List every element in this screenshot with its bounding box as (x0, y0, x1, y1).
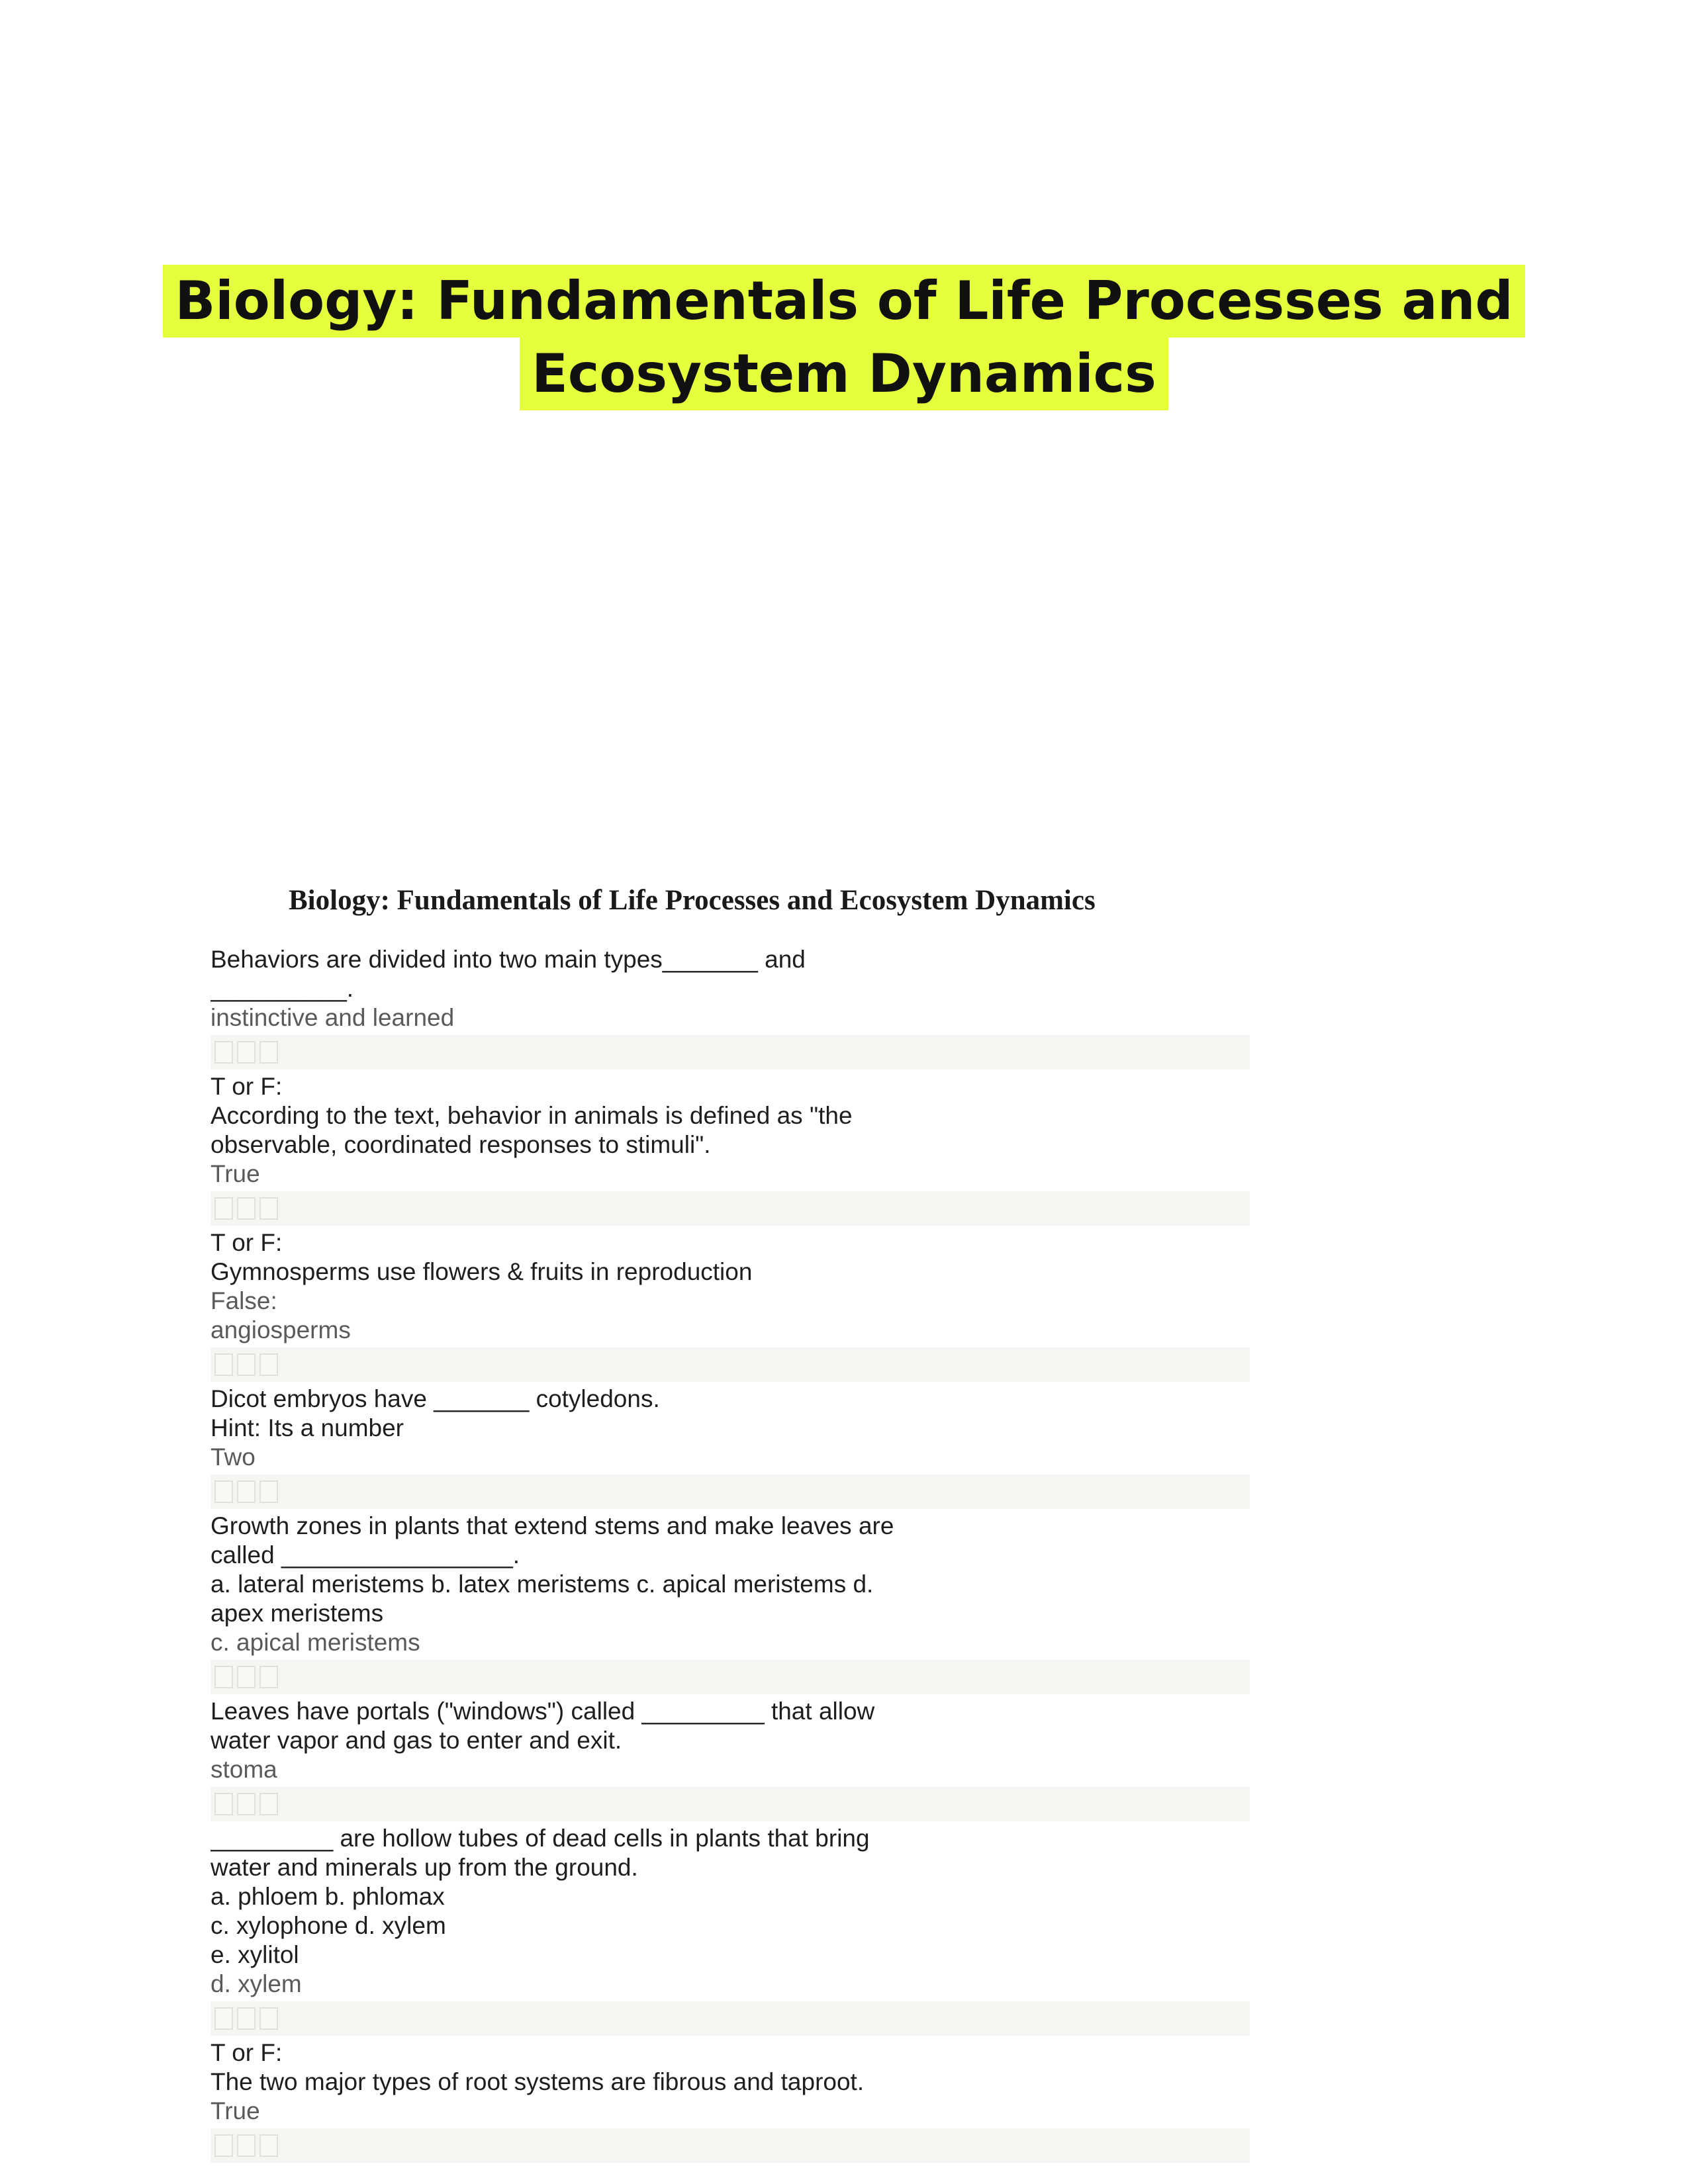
checkbox-icon (237, 1666, 256, 1688)
card-separator (211, 2001, 1250, 2036)
checkbox-icon (237, 2007, 256, 2030)
checkbox-icon (259, 1666, 278, 1688)
flashcard-5 (211, 1512, 1250, 1657)
checkbox-icon (237, 1793, 256, 1815)
card-answer: True (211, 1160, 260, 1187)
card-answer: c. apical meristems (211, 1629, 420, 1656)
scanned-flashcard-page (211, 880, 1250, 2184)
checkbox-icon (214, 1480, 233, 1503)
card-question: Behaviors are divided into two main types_______ and __________. (211, 946, 806, 1002)
flashcard-6 (211, 1697, 1250, 1784)
card-question: T or F: Gymnosperms use flowers & fruits in reproduction (211, 1229, 753, 1285)
card-separator (211, 1035, 1250, 1069)
flashcard-3 (211, 1228, 1250, 1345)
flashcard-4 (211, 1385, 1250, 1472)
card-answer: stoma (211, 1756, 277, 1783)
document-title (0, 265, 1688, 410)
card-answer: d. xylem (211, 1970, 302, 1997)
checkbox-icon (259, 2007, 278, 2030)
title-line-2: Ecosystem Dynamics (520, 338, 1168, 410)
card-answer: Two (211, 1443, 256, 1471)
card-question: T or F: The two major types of root systems are fibrous and taproot. (211, 2039, 865, 2095)
checkbox-icon (259, 1197, 278, 1220)
card-question: Leaves have portals ("windows") called _________ that allow water vapor and gas to enter and exit. (211, 1698, 875, 1754)
checkbox-icon (237, 1480, 256, 1503)
checkbox-icon (237, 1353, 256, 1376)
checkbox-icon (237, 2134, 256, 2157)
title-line-1: Biology: Fundamentals of Life Processes and (163, 265, 1524, 338)
checkbox-icon (214, 1793, 233, 1815)
checkbox-icon (237, 1041, 256, 1064)
checkbox-icon (259, 1353, 278, 1376)
checkbox-icon (214, 2134, 233, 2157)
checkbox-icon (259, 1480, 278, 1503)
checkbox-icon (259, 1041, 278, 1064)
card-answer: True (211, 2097, 260, 2124)
checkbox-icon (214, 1666, 233, 1688)
card-question: Growth zones in plants that extend stems and make leaves are called _________________. a. lateral meristems b. latex meristems c. apical meristems d. apex meristems (211, 1512, 894, 1627)
checkbox-icon (259, 2134, 278, 2157)
checkbox-icon (237, 1197, 256, 1220)
card-separator (211, 1347, 1250, 1382)
card-separator (211, 2128, 1250, 2163)
checkbox-icon (259, 1793, 278, 1815)
card-separator (211, 1191, 1250, 1226)
checkbox-icon (214, 1197, 233, 1220)
checkbox-icon (214, 1353, 233, 1376)
card-answer: False: angiosperms (211, 1287, 351, 1343)
flashcard-2 (211, 1072, 1250, 1189)
card-question: T or F: According to the text, behavior in animals is defined as "the observable, coordinated responses to stimuli". (211, 1073, 853, 1158)
card-question: Dicot embryos have _______ cotyledons. Hint: Its a number (211, 1385, 660, 1441)
card-question: _________ are hollow tubes of dead cells in plants that bring water and minerals up from the ground. a. phloem b. phlomax c. xylophone d. xylem e. xylitol (211, 1825, 870, 1968)
card-separator (211, 1660, 1250, 1694)
card-answer: instinctive and learned (211, 1004, 455, 1031)
scan-title: Biology: Fundamentals of Life Processes and Ecosystem Dynamics (289, 885, 1096, 916)
flashcard-1 (211, 945, 1250, 1032)
flashcard-7 (211, 1824, 1250, 1999)
checkbox-icon (214, 2007, 233, 2030)
flashcard-8 (211, 2038, 1250, 2126)
card-separator (211, 1787, 1250, 1821)
card-separator (211, 1475, 1250, 1509)
checkbox-icon (214, 1041, 233, 1064)
